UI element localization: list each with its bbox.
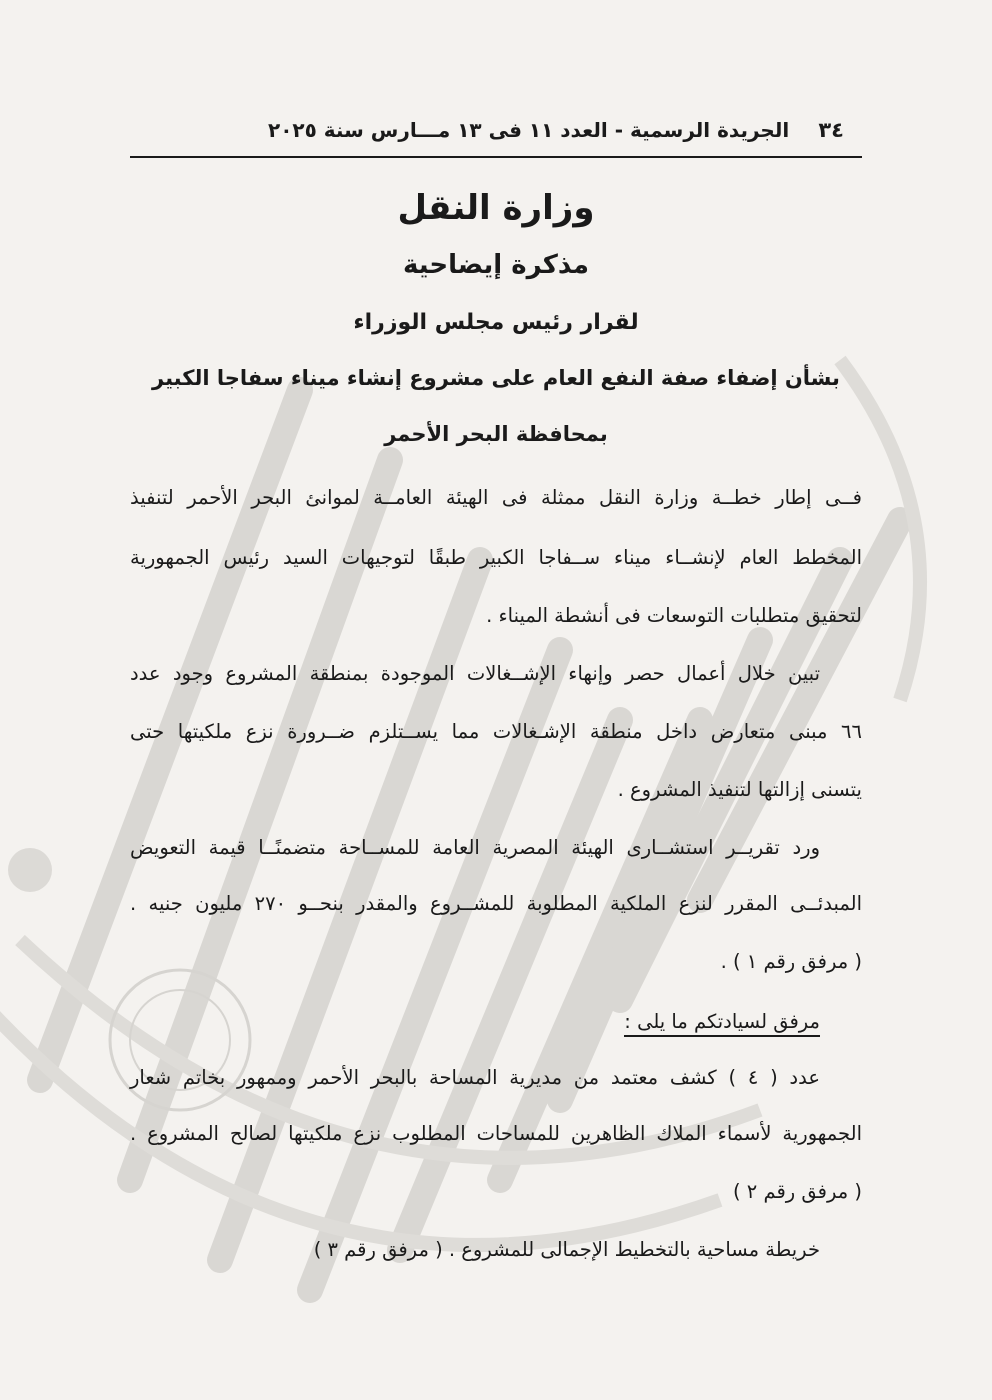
decree-heading: لقرار رئيس مجلس الوزراء [353,310,639,335]
attachments-heading-text: مرفق لسيادتكم ما يلى : [624,1010,820,1037]
subject-line-1: بشأن إضفاء صفة النفع العام على مشروع إنشاء ميناء سفاجا الكبير [152,366,840,390]
page-number: ٣٤ [818,118,844,142]
paragraph-2-line-3: يتسنى إزالتها لتنفيذ المشروع . [617,778,862,801]
paragraph-1-line-1: فــى إطار خطــة وزارة النقل ممثلة فى الهيئة العامــة لموانئ البحر الأحمر لتنفيذ [130,486,862,509]
subject-line-2: بمحافظة البحر الأحمر [384,422,608,446]
paragraph-2-line-1: تبين خلال أعمال حصر وإنهاء الإشــغالات الموجودة بمنطقة المشروع وجود عدد [130,662,820,685]
paragraph-1-line-2: المخطط العام لإنشــاء ميناء ســفاجا الكبير طبقًا لتوجيهات السيد رئيس الجمهورية [130,546,862,569]
attachments-heading [624,1010,820,1033]
paragraph-1-line-3: لتحقيق متطلبات التوسعات فى أنشطة الميناء . [486,604,862,627]
memo-title: مذكرة إيضاحية [403,250,589,280]
paragraph-2-line-2: ٦٦ مبنى متعارض داخل منطقة الإشـغالات مما يســتلزم ضــرورة نزع ملكيتها حتى [130,720,862,743]
paragraph-3-line-3: ( مرفق رقم ١ ) . [720,950,862,973]
page-header [130,108,862,158]
paragraph-3-line-2: المبدئــى المقرر لنزع الملكية المطلوبة للمشــروع والمقدر بنحــو ٢٧٠ مليون جنيه . [130,892,862,915]
paragraph-4-line-2: الجمهورية لأسماء الملاك الظاهرين للمساحات المطلوب نزع ملكيتها لصالح المشروع . [130,1122,862,1145]
paragraph-4-line-3: ( مرفق رقم ٢ ) [732,1180,862,1203]
paragraph-3-line-1: ورد تقريــر استشــارى الهيئة المصرية العامة للمســاحة متضمنًــا قيمة التعويض [130,836,820,859]
gazette-issue: الجريدة الرسمية - العدد ١١ فى ١٣ مـــارس سنة ٢٠٢٥ [268,118,790,142]
ministry-title: وزارة النقل [397,188,595,228]
paragraph-4-line-1: عدد ( ٤ ) كشف معتمد من مديرية المساحة بالبحر الأحمر وممهور بخاتم شعار [130,1066,820,1089]
paragraph-5-line-1: خريطة مساحية بالتخطيط الإجمالى للمشروع . ( مرفق رقم ٣ ) [313,1238,820,1261]
